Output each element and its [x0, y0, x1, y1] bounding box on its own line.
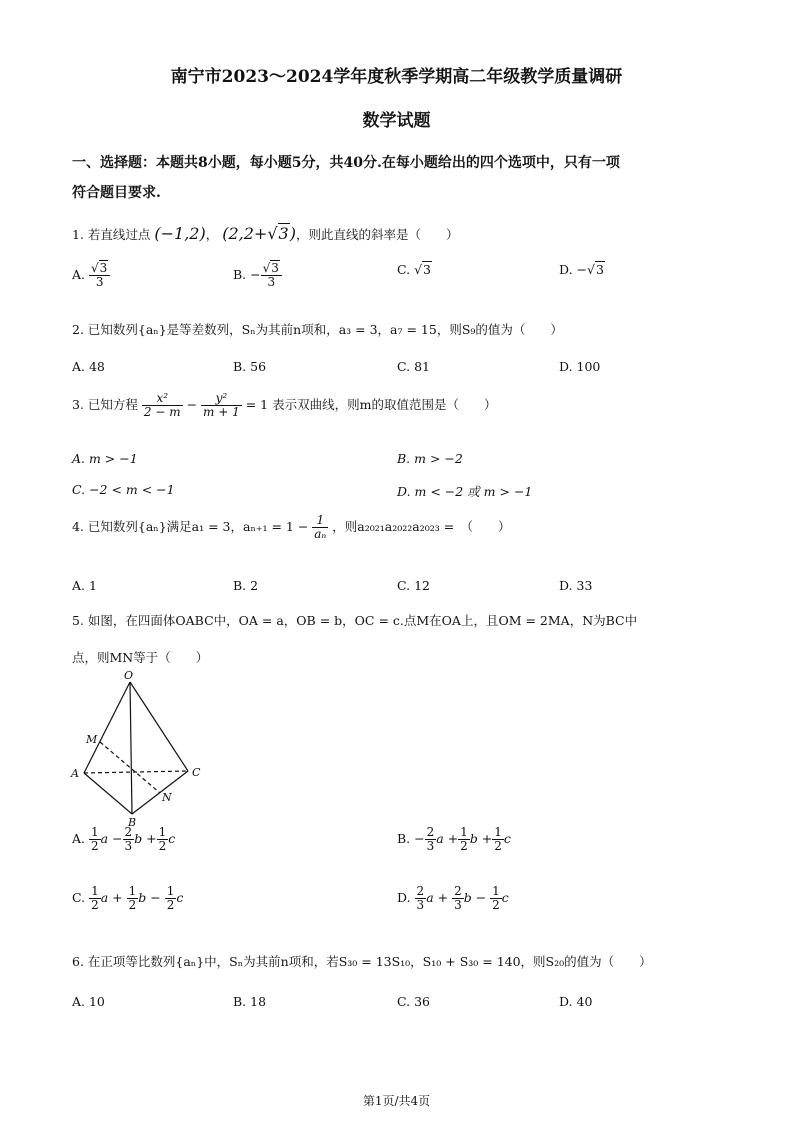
q1-option-c-label: C.: [397, 262, 411, 277]
q5-option-d: [397, 885, 509, 912]
label-B: B: [128, 816, 137, 828]
q5-b-term2-num: 1: [460, 825, 468, 839]
q5-b-term1-num: 2: [426, 825, 435, 839]
segment-MN: [100, 742, 160, 793]
q4-text-b: ，则a₂₀₂₁a₂₀₂₂a₂₀₂₃ = （ ）: [332, 519, 511, 535]
q3-option-b: B. m > −2: [397, 451, 463, 466]
q1-option-a-label: A.: [72, 267, 86, 283]
q1-option-b: B. − $\frac{√3}{3}$: [233, 262, 282, 289]
q1-text-a: 1. 若直线过点: [72, 227, 151, 242]
label-N: N: [162, 791, 172, 804]
q2-option-c: C. 81: [397, 359, 430, 374]
q5-d-term2-den: 3: [454, 898, 462, 913]
q1-option-d: D. −√3: [559, 262, 604, 277]
q4-text-a: 4. 已知数列{aₙ}满足a₁ = 3，aₙ₊₁ = 1 −: [72, 519, 309, 535]
q5-b-term1-var: a: [436, 831, 444, 847]
q6-option-c: C. 36: [397, 994, 430, 1009]
q2-option-a: A. 48: [72, 359, 105, 374]
edge-AB: [84, 773, 132, 814]
q5-d-term3-den: 2: [492, 898, 500, 913]
section-heading-line2: 符合题目要求.: [72, 185, 161, 201]
q6-option-a: A. 10: [72, 994, 105, 1009]
q1-point-1: (−1,2): [154, 224, 206, 243]
q5-c-term2-num: 1: [128, 884, 137, 898]
q1-option-d-label: D.: [559, 262, 573, 277]
q5-option-c-label: C.: [72, 890, 86, 906]
q5-a-term1-var: a: [100, 831, 109, 847]
question-5-line1: 5. 如图，在四面体OABC中，OA = a，OB = b，OC = c.点M在OA上，且OM = 2MA，N为BC中: [72, 613, 638, 628]
q5-d-term3-var: c: [501, 890, 509, 906]
q5-d-term2-var: b −: [463, 890, 487, 906]
q5-a-term1-num: 1: [91, 825, 99, 839]
q5-b-term3-var: c: [503, 831, 511, 847]
q1-option-a: A. $\frac{√3}{3}$: [72, 262, 110, 289]
q3-frac2-den: m + 1: [203, 405, 240, 420]
q5-a-term2-den: 3: [124, 839, 133, 854]
q5-c-term1-var: a +: [100, 890, 123, 906]
q5-b-term3-num: 1: [494, 825, 502, 839]
page-subtitle: 数学试题: [362, 111, 431, 131]
question-3: 3. 已知方程 $\frac{\text{x²}}{2 - m}$ − $\frac{\text{y²}}{m + 1}$ = 1 表示双曲线，则m的取值范围是（ ）: [72, 391, 497, 420]
q6-option-d: D. 40: [559, 994, 593, 1009]
q3-text-a: 3. 已知方程: [72, 397, 138, 413]
page-number: 第1页/共4页: [362, 1094, 431, 1108]
q5-option-b-label: B.: [397, 831, 411, 847]
question-4: [72, 514, 510, 541]
q1-text-b: ，则此直线的斜率是（ ）: [295, 227, 459, 242]
q4-option-d: D. 33: [559, 578, 593, 593]
q5-a-term2-num: 2: [124, 825, 133, 839]
q3-eq: = 1: [245, 397, 269, 413]
q5-a-term2-var: b: [134, 831, 143, 847]
q5-a-term3-var: c: [168, 831, 176, 847]
q3-text-b: 表示双曲线，则m的取值范围是（ ）: [272, 397, 497, 413]
question-1: 1. 若直线过点 (−1,2)， (2,2+√3)，则此直线的斜率是（ ）: [72, 224, 459, 243]
q4-option-c: C. 12: [397, 578, 430, 593]
q5-c-term2-var: b −: [138, 890, 161, 906]
q1-point-2a: (2,2+: [222, 224, 268, 243]
q5-a-term1-den: 2: [91, 839, 99, 854]
q1-option-c: C. √3: [397, 262, 431, 277]
section-heading-line1: 一、选择题：本题共8小题，每小题5分，共40分.在每小题给出的四个选项中，只有一项: [72, 155, 620, 171]
q5-c-term1-den: 2: [91, 898, 99, 913]
q5-d-term2-num: 2: [454, 884, 462, 898]
q5-d-term1-den: 3: [416, 898, 425, 913]
q3-frac1-num: x²: [142, 392, 183, 406]
label-M: M: [86, 733, 98, 746]
page-title: 南宁市2023～2024学年度秋季学期高二年级教学质量调研: [170, 67, 623, 87]
q5-option-a-label: A.: [72, 831, 86, 847]
q4-option-b: B. 2: [233, 578, 259, 593]
q5-b-term2-var: b: [469, 831, 478, 847]
edge-AC-hidden: [84, 771, 188, 773]
q5-a-term3-den: 2: [158, 839, 167, 854]
q5-b-term3-den: 2: [494, 839, 502, 854]
question-6: 6. 在正项等比数列{aₙ}中，Sₙ为其前n项和，若S₃₀ = 13S₁₀，S₁₀ + S₃₀ = 140，则S₂₀的值为（ ）: [72, 954, 652, 969]
q5-c-term3-var: c: [176, 890, 184, 906]
label-A: A: [71, 767, 79, 780]
q3-frac2-num: y²: [201, 392, 242, 406]
question-5-line2: 点，则MN等于（ ）: [72, 650, 209, 665]
label-O: O: [124, 669, 134, 682]
q5-option-b: B. − $\frac{2}{3}$ a + $\frac{1}{2}$ b + $\frac{1}{2}$ c: [397, 825, 511, 854]
q4-frac-den: aₙ: [314, 527, 327, 542]
q1-option-b-label: B.: [233, 267, 247, 283]
edge-OC: [130, 682, 188, 771]
tetrahedron-figure: [60, 668, 220, 828]
q5-c-term2-den: 2: [128, 898, 137, 913]
q5-option-a: A. $\frac{1}{2}$ a − $\frac{2}{3}$ b + $\frac{1}{2}$ c: [72, 825, 176, 854]
q5-d-term3-num: 1: [492, 884, 500, 898]
q3-option-a: A. m > −1: [72, 451, 138, 466]
q5-a-term3-num: 1: [158, 825, 167, 839]
q3-frac1-den: 2 − m: [143, 405, 181, 420]
q3-option-c: C. −2 < m < −1: [72, 482, 175, 497]
label-C: C: [192, 766, 201, 779]
question-2: 2. 已知数列{aₙ}是等差数列，Sₙ为其前n项和，a₃ = 3，a₇ = 15，则S₉的值为（ ）: [72, 322, 563, 337]
q5-c-term3-den: 2: [166, 898, 175, 913]
q5-b-term2-den: 2: [460, 839, 468, 854]
q4-option-a: A. 1: [72, 578, 97, 593]
q2-option-b: B. 56: [233, 359, 267, 374]
q6-option-b: B. 18: [233, 994, 267, 1009]
q5-option-d-label: D.: [397, 890, 411, 906]
q5-c-term1-num: 1: [91, 884, 99, 898]
edge-OA: [84, 682, 130, 773]
q5-d-term1-num: 2: [416, 884, 425, 898]
q1-point-2b: 3: [278, 224, 289, 243]
q2-option-d: D. 100: [559, 359, 601, 374]
q5-option-c: [72, 885, 183, 912]
edge-OB: [130, 682, 132, 814]
q3-option-d: D. m < −2 或 m > −1: [397, 484, 533, 499]
q4-frac-num: 1: [312, 514, 328, 528]
q5-b-term1-den: 3: [426, 839, 435, 854]
q5-c-term3-num: 1: [166, 884, 175, 898]
q1-point-2c: ): [289, 224, 296, 243]
q5-d-term1-var: a +: [426, 890, 449, 906]
